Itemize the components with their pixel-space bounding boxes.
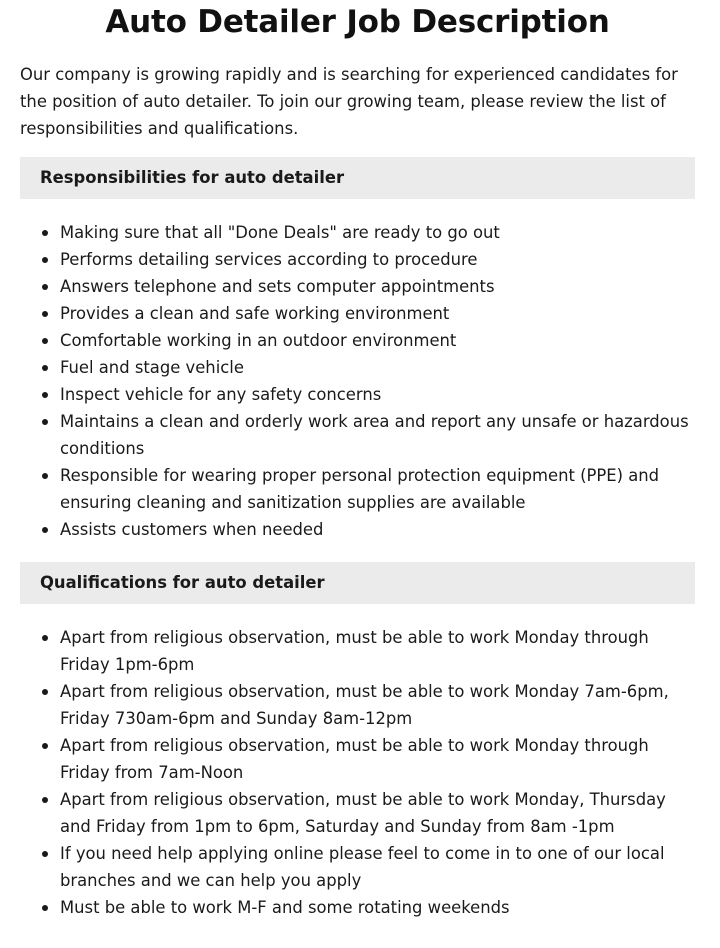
- bullet-icon: [42, 257, 48, 263]
- list-item: [20, 354, 695, 381]
- bullet-icon: [42, 689, 48, 695]
- bullet-icon: [42, 905, 48, 911]
- list-item-text: Inspect vehicle for any safety concerns: [60, 385, 382, 404]
- list-item: [20, 381, 695, 408]
- list-item: [20, 840, 695, 894]
- list-item: [20, 273, 695, 300]
- list-item: [20, 219, 695, 246]
- list-item-text: Apart from religious observation, must be able to work Monday, Thursday and Friday from 1pm to 6pm, Saturday and Sunday from 8am -1pm: [60, 790, 666, 836]
- bullet-icon: [42, 473, 48, 479]
- bullet-icon: [42, 743, 48, 749]
- list-item: [20, 327, 695, 354]
- list-item: [20, 408, 695, 462]
- list-item-text: Making sure that all "Done Deals" are ready to go out: [60, 223, 500, 242]
- responsibilities-heading: Responsibilities for auto detailer: [20, 157, 695, 199]
- bullet-icon: [42, 284, 48, 290]
- list-item: [20, 462, 695, 516]
- list-item-text: Performs detailing services according to procedure: [60, 250, 478, 269]
- list-item-text: Apart from religious observation, must be able to work Monday through Friday 1pm-6pm: [60, 628, 649, 674]
- list-item-text: Answers telephone and sets computer appointments: [60, 277, 495, 296]
- list-item: [20, 624, 695, 678]
- list-item: [20, 678, 695, 732]
- list-item: [20, 786, 695, 840]
- list-item: [20, 300, 695, 327]
- bullet-icon: [42, 635, 48, 641]
- bullet-icon: [42, 230, 48, 236]
- page-title: Auto Detailer Job Description: [105, 4, 610, 40]
- bullet-icon: [42, 797, 48, 803]
- list-item-text: Apart from religious observation, must be able to work Monday through Friday from 7am-Noon: [60, 736, 649, 782]
- list-item: [20, 732, 695, 786]
- list-item-text: Fuel and stage vehicle: [60, 358, 244, 377]
- list-item-text: If you need help applying online please feel to come in to one of our local branches and we can help you apply: [60, 844, 665, 890]
- list-item-text: Responsible for wearing proper personal protection equipment (PPE) and ensuring cleaning and sanitization supplies are available: [60, 466, 660, 512]
- bullet-icon: [42, 338, 48, 344]
- intro-paragraph: Our company is growing rapidly and is searching for experienced candidates for the position of auto detailer. To join our growing team, please review the list of responsibilities and qualifications.: [20, 65, 678, 138]
- list-item-text: Apart from religious observation, must be able to work Monday 7am-6pm, Friday 730am-6pm and Sunday 8am-12pm: [60, 682, 669, 728]
- list-item-text: Provides a clean and safe working environment: [60, 304, 450, 323]
- bullet-icon: [42, 419, 48, 425]
- list-item: [20, 246, 695, 273]
- list-item-text: Maintains a clean and orderly work area and report any unsafe or hazardous conditions: [60, 412, 689, 458]
- list-item-text: Assists customers when needed: [60, 520, 324, 539]
- list-item-text: Must be able to work M-F and some rotating weekends: [60, 898, 510, 917]
- list-item-text: Comfortable working in an outdoor environment: [60, 331, 457, 350]
- list-item: [20, 516, 695, 543]
- list-item: [20, 894, 695, 921]
- responsibilities-list: [20, 219, 695, 543]
- qualifications-list: [20, 624, 695, 921]
- bullet-icon: [42, 392, 48, 398]
- bullet-icon: [42, 311, 48, 317]
- bullet-icon: [42, 851, 48, 857]
- bullet-icon: [42, 365, 48, 371]
- qualifications-heading: Qualifications for auto detailer: [20, 562, 695, 604]
- bullet-icon: [42, 527, 48, 533]
